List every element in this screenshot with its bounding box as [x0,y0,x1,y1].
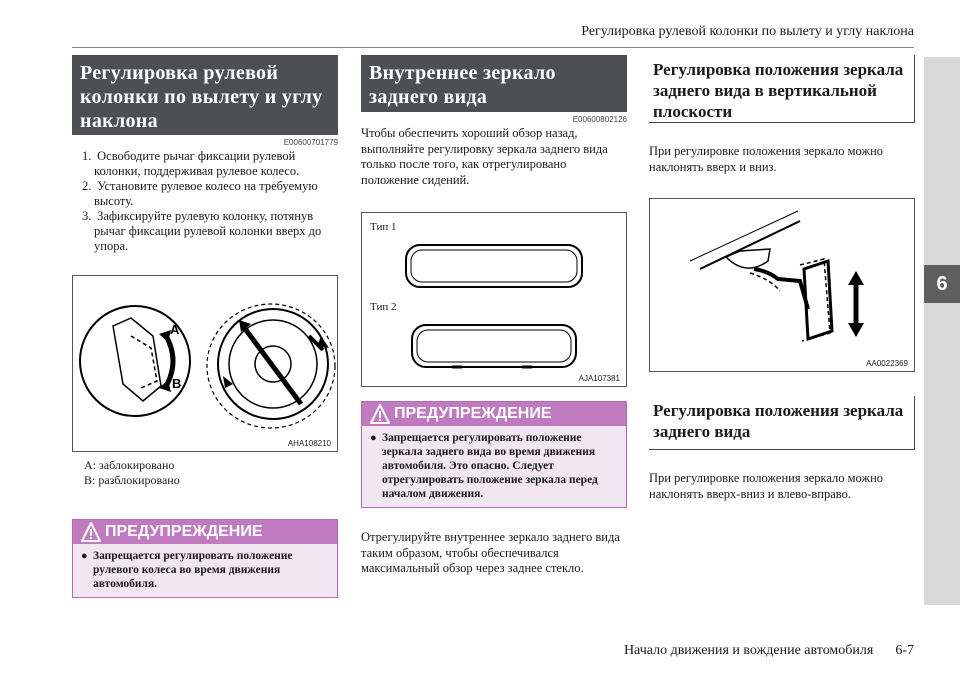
section-code: E00600701779 [283,138,338,147]
step-text: Зафиксируйте рулевую колонку, потянув рычаг фиксации рулевой колонки вверх до упора. [94,209,322,253]
column-steering [72,55,338,598]
section-code: E00600802126 [572,115,627,124]
warning-header [73,520,337,544]
legend [72,458,338,487]
label-b: B [172,376,182,391]
title-line: Внутреннее зеркало [369,62,556,84]
warning-triangle-icon [370,404,390,424]
label-a: A [170,322,180,337]
warning-body [362,426,626,507]
section-title-vertical [649,55,915,123]
legend-item: B: разблокировано [84,472,180,487]
running-head: Регулировка рулевой колонки по вылету и углу наклона [581,24,914,39]
steering-figure [72,275,338,452]
mirror-tilt-figure [649,198,915,372]
warning-triangle-icon [81,522,101,542]
column-mirror-adjust [649,55,915,502]
footer-text: Начало движения и вождение автомобиля [623,643,874,658]
mirror-type1-icon [362,237,626,297]
bullet-icon: ● [370,432,377,444]
step-number: 3. [82,209,92,223]
vertical-text: При регулировке положения зеркало можно наклонять вверх и вниз. [649,144,884,174]
title-line: заднего вида [653,422,751,441]
title-line: Регулировка рулевой [80,62,279,84]
chapter-number: 6 [924,265,960,303]
figure-code: AA0022369 [866,359,908,368]
section-title-steering [72,55,338,135]
step-number: 1. [82,149,92,163]
warning-body [73,544,337,597]
type2-label: Тип 2 [370,301,397,313]
type1-label: Тип 1 [370,221,397,233]
outro-text: Отрегулируйте внутреннее зеркало заднего вида таким образом, чтобы обеспечивался максимальный обзор через заднее стекло. [361,530,620,575]
warning-header [362,402,626,426]
legend-item: A: заблокировано [84,458,175,472]
mirror-types-figure [361,212,627,387]
mirror-type2-icon [362,317,626,377]
section-title-position [649,396,915,450]
header-rule [72,47,914,48]
warning-text: Запрещается регулировать положение зеркала заднего вида во время движения автомобиля. Это опасно. Следует отрегулировать положение зеркала перед началом движения. [382,432,598,500]
warning-title: ПРЕДУПРЕЖДЕНИЕ [105,523,263,540]
title-line: колонки по вылету и углу [80,86,323,108]
title-line: заднего вида в вертикальной [653,81,877,100]
step-item [72,209,338,254]
warning-box-steering [72,519,338,598]
figure-code: AJA107381 [578,374,620,383]
position-text: При регулировке положения зеркало можно наклонять вверх-вниз и влево-вправо. [649,471,884,501]
step-item [72,149,338,179]
warning-title: ПРЕДУПРЕЖДЕНИЕ [394,405,552,422]
title-line: Регулировка положения зеркала [653,60,904,79]
bullet-icon: ● [81,550,88,562]
page-number: 6-7 [895,643,914,658]
mirror-tilt-illustration [650,199,914,371]
title-line: Регулировка положения зеркала [653,401,904,420]
step-number: 2. [82,179,92,193]
steps-list [72,149,338,254]
step-text: Установите рулевое колесо на требуемую высоту. [94,179,318,208]
chapter-side-tab [924,57,960,605]
step-text: Освободите рычаг фиксации рулевой колонки, поддерживая рулевое колесо. [94,149,300,178]
title-line: плоскости [653,102,733,121]
steering-illustration [73,276,337,451]
warning-text: Запрещается регулировать положение рулевого колеса во время движения автомобиля. [93,550,293,590]
warning-box-inner-mirror [361,401,627,508]
title-line: заднего вида [369,86,488,108]
page-footer [624,643,914,659]
step-item [72,179,338,209]
figure-code: AHA108210 [287,439,331,448]
section-title-inner-mirror [361,55,627,112]
column-inner-mirror [361,55,627,577]
title-line: наклона [80,110,158,132]
intro-text: Чтобы обеспечить хороший обзор назад, выполняйте регулировку зеркала заднего вида только после того, как отрегулировано положение сидений. [361,126,608,187]
